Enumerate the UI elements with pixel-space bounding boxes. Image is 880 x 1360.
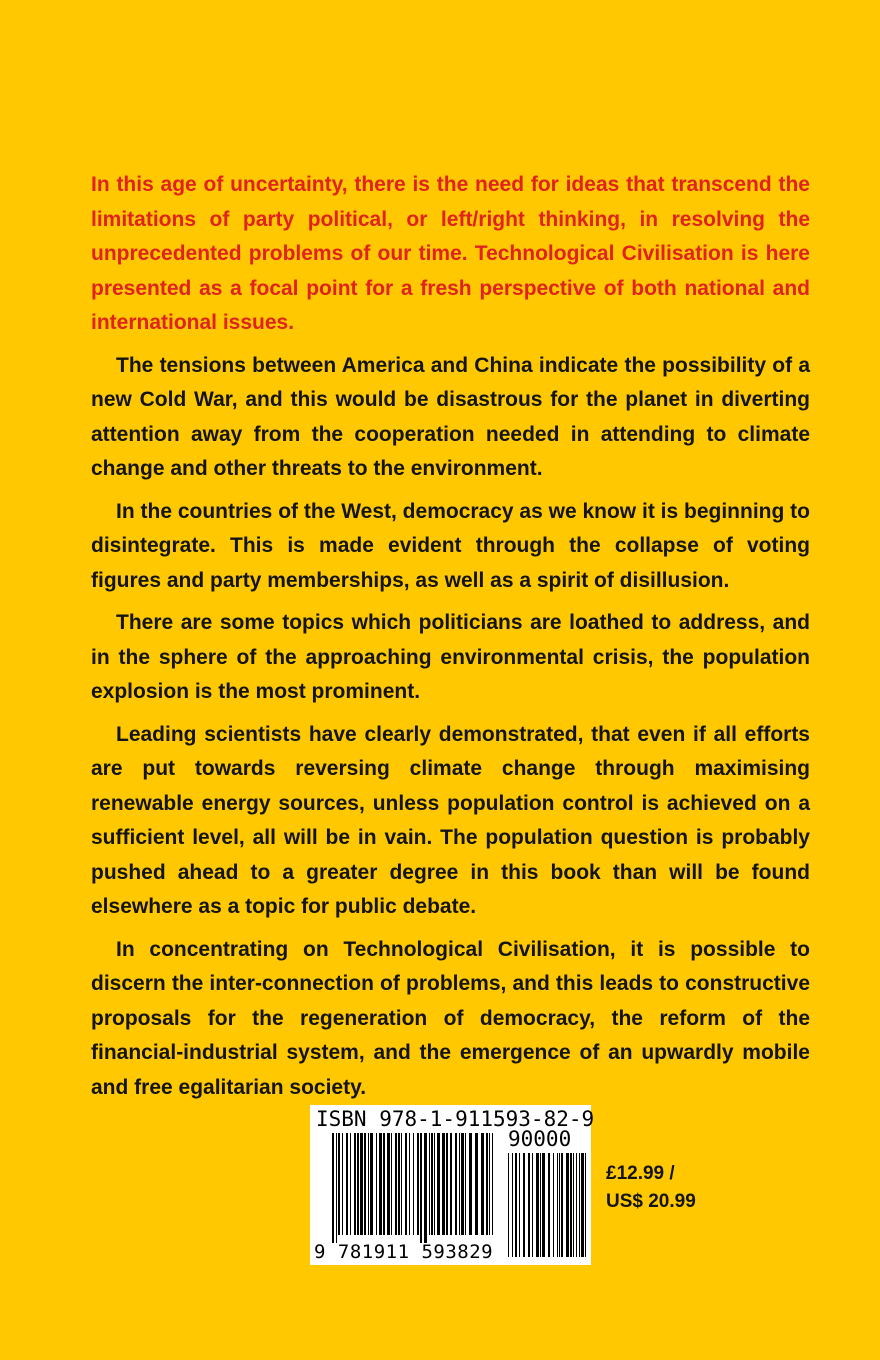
- barcode-bar: [387, 1133, 390, 1235]
- barcode-bar: [431, 1133, 433, 1235]
- price-usd: US$ 20.99: [606, 1191, 696, 1212]
- barcode-bar: [576, 1153, 577, 1257]
- barcode-bar: [379, 1133, 382, 1235]
- price-block: [606, 1160, 696, 1216]
- barcode-bar: [429, 1133, 430, 1235]
- barcode-bar: [346, 1133, 348, 1235]
- barcode-bar: [492, 1133, 493, 1235]
- barcode-bar: [486, 1133, 488, 1235]
- barcode-bar: [553, 1153, 554, 1257]
- barcode-bar: [398, 1133, 400, 1235]
- barcode-bar: [573, 1153, 574, 1257]
- barcode-bar: [350, 1133, 351, 1235]
- barcode-bar: [364, 1133, 366, 1235]
- barcode-bar: [370, 1133, 373, 1235]
- blurb: [91, 168, 810, 1113]
- barcode-bar: [401, 1133, 402, 1235]
- barcode-bar: [332, 1133, 334, 1243]
- barcode-bar: [581, 1153, 584, 1257]
- price-gbp: £12.99 /: [606, 1163, 675, 1184]
- isbn-label: ISBN 978-1-911593-82-9: [316, 1107, 595, 1131]
- barcode-bar: [413, 1133, 414, 1235]
- barcode-bar: [465, 1133, 466, 1235]
- barcode-bar: [532, 1153, 533, 1257]
- body-paragraph: There are some topics which politicians are loathed to address, and in the sphere of the approaching environmental crisis, the population explosion is the most prominent.: [91, 611, 810, 703]
- barcode-bar: [395, 1133, 397, 1235]
- barcode-bar: [579, 1153, 580, 1257]
- barcode-bar: [585, 1153, 586, 1257]
- barcode-bar: [459, 1133, 460, 1235]
- barcode-bar: [469, 1133, 472, 1235]
- barcode-bar: [409, 1133, 410, 1235]
- isbn-barcode: [310, 1105, 595, 1265]
- barcode-bar: [540, 1153, 541, 1257]
- barcode-bar: [489, 1133, 490, 1235]
- barcode-bar: [475, 1133, 478, 1235]
- barcode-bar: [542, 1153, 545, 1257]
- barcode-bar: [508, 1153, 509, 1257]
- barcode-bar: [536, 1153, 539, 1257]
- barcode-bar: [528, 1153, 530, 1257]
- ean-digits: 9 781911 593829: [314, 1241, 494, 1263]
- barcode-bar: [338, 1133, 340, 1235]
- barcode-bar: [437, 1133, 440, 1235]
- barcode-bar: [391, 1133, 392, 1235]
- barcode-bar: [434, 1133, 435, 1235]
- barcode-bar: [424, 1133, 427, 1243]
- barcode-bar: [336, 1133, 337, 1243]
- barcode-bar: [405, 1133, 407, 1235]
- barcode-bar: [357, 1133, 359, 1235]
- barcode-bar: [376, 1133, 377, 1235]
- barcode-bar: [360, 1133, 363, 1235]
- body-paragraph: Leading scientists have clearly demonstrated, that even if all efforts are put towards reversing climate change through maximising renewable energy sources, unless population control is achieved on a sufficient level, all will be in vain. The population question is probably pushed ahead to a greater degree in this book than will be found elsewhere as a topic for public debate.: [91, 722, 810, 918]
- barcode-bar: [450, 1133, 452, 1235]
- barcode-bar: [342, 1133, 343, 1235]
- intro-paragraph: In this age of uncertainty, there is the need for ideas that transcend the limitations of party political, or left/right thinking, in resolving the unprecedented problems of our time. Technological Civilisation is here presented as a focal point for a fresh perspective of both national and international issues.: [91, 173, 810, 334]
- barcode-addon-number: 90000: [508, 1127, 572, 1151]
- barcode-bar: [570, 1153, 572, 1257]
- barcode-bar: [417, 1133, 419, 1235]
- barcode-bar: [566, 1153, 569, 1257]
- barcode-bar: [446, 1133, 448, 1235]
- barcode-bar: [455, 1133, 457, 1235]
- barcode-bar: [523, 1153, 525, 1257]
- barcode-bar: [420, 1133, 422, 1243]
- barcode-bar: [557, 1153, 558, 1257]
- barcode-bar: [512, 1153, 513, 1257]
- barcode-bar: [383, 1133, 385, 1235]
- body-paragraph: In the countries of the West, democracy as we know it is beginning to disintegrate. This is made evident through the collapse of voting figures and party memberships, as well as a spirit of disillusion.: [91, 499, 810, 592]
- barcode-bar: [461, 1133, 464, 1235]
- body-paragraph: The tensions between America and China indicate the possibility of a new Cold War, and this would be disastrous for the planet in diverting attention away from the cooperation needed in attending to climate change and other threats to the environment.: [91, 353, 810, 480]
- barcode-bar: [481, 1133, 484, 1235]
- barcode-bar: [442, 1133, 445, 1235]
- barcode-bar: [354, 1133, 356, 1235]
- barcode-bar: [559, 1153, 560, 1257]
- barcode-bar: [548, 1153, 550, 1257]
- body-paragraph: In concentrating on Technological Civilisation, it is possible to discern the inter-connection of problems, and this leads to constructive proposals for the regeneration of democracy, the reform of the financial-industrial system, and the emergence of an upwardly mobile and free egalitarian society.: [91, 937, 810, 1099]
- barcode-bar: [519, 1153, 520, 1257]
- barcode-bar: [368, 1133, 369, 1235]
- barcode-bar: [561, 1153, 563, 1257]
- barcode-bar: [515, 1153, 517, 1257]
